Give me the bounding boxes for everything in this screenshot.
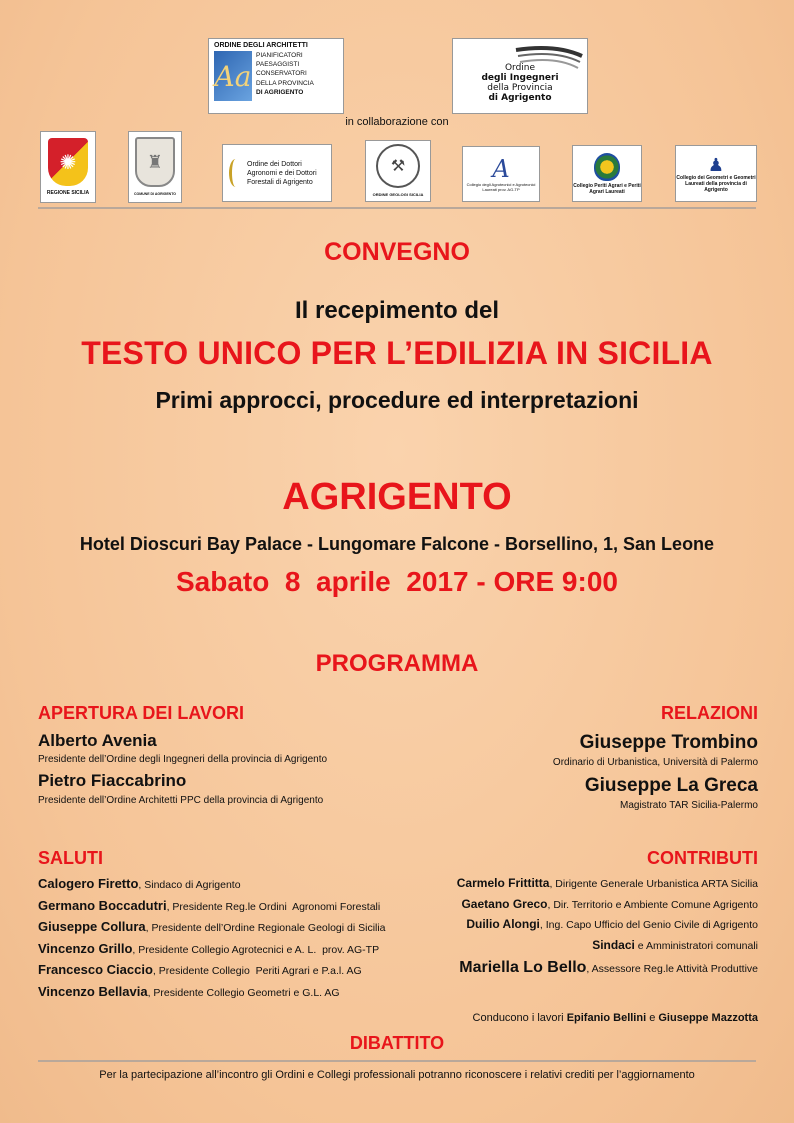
- intro-text: Il recepimento del: [294, 297, 500, 324]
- castle-crest-icon: ♜: [135, 137, 175, 187]
- relazioni-name: Giuseppe La Greca: [584, 775, 758, 796]
- collab-text: in collaborazione con: [345, 116, 449, 128]
- logo-label: Collegio degli Agrotecnici e Agrotecnici Laureati prov. AG-TP: [466, 182, 536, 192]
- saluti-role: , Presidente Collegio Periti Agrari e P.a.l. AG: [152, 965, 362, 977]
- saluti-role: , Sindaco di Agrigento: [138, 879, 241, 891]
- bottom-divider: [38, 1060, 756, 1062]
- architetti-logo: [208, 38, 344, 114]
- apertura-heading: APERTURA DEI LAVORI: [38, 703, 245, 723]
- moderator-name: Epifanio Bellini: [566, 1012, 647, 1024]
- saluti-name: Calogero Firetto: [38, 876, 139, 891]
- agrotecnici-a-icon: A: [492, 155, 510, 183]
- geologi-seal-icon: ⚒: [376, 144, 420, 188]
- regione-sicilia-logo: [40, 131, 96, 203]
- saluti-name: Francesco Ciaccio: [38, 962, 153, 977]
- agronomi-leaf-icon: [229, 159, 242, 187]
- contributi-item: [457, 895, 758, 916]
- comune-agrigento-logo: [128, 131, 182, 203]
- saluti-heading: SALUTI: [38, 848, 103, 868]
- contributi-name: Gaetano Greco: [461, 896, 548, 911]
- conducono-prefix: Conducono i lavori: [472, 1012, 567, 1024]
- conducono-text: [466, 1000, 758, 1024]
- saluti-item: [38, 960, 386, 982]
- apertura-role: Presidente dell’Ordine degli Ingegneri della provincia di Agrigento: [38, 754, 328, 765]
- ingegneri-line: di Agrigento: [488, 93, 552, 103]
- agronomi-logo: [222, 144, 332, 202]
- logo-label: ORDINE GEOLOGI SICILIA: [372, 192, 424, 197]
- architetti-logo-title: ORDINE DEGLI ARCHITETTI: [214, 42, 308, 49]
- architetti-line: CONSERVATORI: [256, 70, 307, 78]
- architetti-monogram-icon: Aa: [214, 51, 252, 101]
- saluti-role: , Presidente dell’Ordine Regionale Geologi di Sicilia: [145, 922, 386, 934]
- convegno-heading: CONVEGNO: [324, 238, 470, 266]
- logo-label: COMUNE DI AGRIGENTO: [133, 192, 176, 196]
- apertura-name: Alberto Avenia: [38, 731, 157, 750]
- footer-note: Per la partecipazione all’incontro gli Ordini e Collegi professionali potranno riconoscere i relativi crediti per l’aggiornamento: [99, 1069, 695, 1081]
- contributi-name: Mariella Lo Bello: [459, 959, 587, 976]
- geometri-figure-icon: ♟: [707, 154, 725, 175]
- relazioni-name: Giuseppe Trombino: [579, 732, 758, 753]
- geometri-logo: [675, 145, 757, 202]
- contributi-item: [457, 936, 758, 957]
- contributi-name: Sindaci: [592, 937, 635, 952]
- main-title: TESTO UNICO PER L’EDILIZIA IN SICILIA: [81, 335, 713, 371]
- programma-heading: PROGRAMMA: [315, 650, 479, 677]
- saluti-item: [38, 917, 386, 939]
- ingegneri-logo: [452, 38, 588, 114]
- ingegneri-line: degli Ingegneri: [481, 73, 559, 83]
- saluti-role: , Presidente Reg.le Ordini Agronomi Forestali: [166, 900, 381, 913]
- contributi-item: [457, 915, 758, 936]
- saluti-name: Giuseppe Collura: [38, 919, 146, 934]
- relazioni-role: Ordinario di Urbanistica, Università di Palermo: [552, 757, 758, 768]
- saluti-list: [38, 874, 386, 1003]
- moderator-name: Giuseppe Mazzotta: [658, 1012, 758, 1024]
- conducono-mid: e: [646, 1012, 659, 1024]
- logo-label: Collegio dei Geometri e Geometri Laureati della provincia di Agrigento: [676, 174, 756, 193]
- top-divider: [38, 207, 756, 209]
- contributi-item: [457, 874, 758, 895]
- venue-text: Hotel Dioscuri Bay Palace - Lungomare Falcone - Borsellino, 1, San Leone: [79, 534, 715, 554]
- contributi-role: , Ing. Capo Ufficio del Genio Civile di Agrigento: [539, 919, 758, 931]
- saluti-name: Germano Boccadutri: [38, 897, 167, 913]
- contributi-role: , Dir. Territorio e Ambiente Comune Agrigento: [547, 898, 758, 911]
- agrotecnici-logo: [462, 146, 540, 202]
- city-heading: AGRIGENTO: [282, 476, 512, 518]
- logo-label: Ordine dei Dottori Agronomi e dei Dottori Forestali di Agrigento: [247, 160, 317, 186]
- saluti-name: Vincenzo Grillo: [38, 940, 133, 956]
- contributi-role: , Assessore Reg.le Attività Produttive: [586, 963, 758, 975]
- ingegneri-line: Ordine: [504, 63, 536, 73]
- date-text: Sabato 8 aprile 2017 - ORE 9:00: [176, 566, 618, 597]
- apertura-name: Pietro Fiaccabrino: [38, 771, 187, 790]
- periti-agrari-emblem-icon: [594, 153, 620, 181]
- saluti-item: [38, 939, 386, 961]
- logo-label: Collegio Periti Agrari e Periti Agrari Laureati: [573, 182, 641, 195]
- dibattito-heading: DIBATTITO: [349, 1033, 445, 1053]
- relazioni-role: Magistrato TAR Sicilia-Palermo: [619, 800, 758, 811]
- saluti-item: [38, 982, 386, 1004]
- saluti-item: [38, 896, 386, 918]
- architetti-line: PAESAGGISTI: [256, 61, 300, 69]
- contributi-role: , Dirigente Generale Urbanistica ARTA Sicilia: [549, 878, 758, 890]
- relazioni-heading: RELAZIONI: [661, 703, 758, 723]
- saluti-name: Vincenzo Bellavia: [38, 983, 148, 999]
- saluti-role: , Presidente Collegio Agrotecnici e A. L. prov. AG-TP: [132, 943, 380, 956]
- saluti-role: , Presidente Collegio Geometri e G.L. AG: [147, 986, 340, 999]
- trinacria-icon: ✺: [48, 138, 88, 186]
- architetti-line: PIANIFICATORI: [256, 52, 303, 59]
- apertura-role: Presidente dell’Ordine Architetti PPC della provincia di Agrigento: [38, 795, 324, 806]
- contributi-role: e Amministratori comunali: [634, 939, 758, 952]
- contributi-list: [457, 874, 758, 980]
- logo-label: REGIONE SICILIA: [46, 190, 90, 196]
- geologi-logo: [365, 140, 431, 202]
- subtitle: Primi approcci, procedure ed interpretazioni: [155, 387, 639, 413]
- contributi-item: [457, 958, 758, 980]
- ingegneri-line: della Provincia: [487, 83, 553, 93]
- contributi-heading: CONTRIBUTI: [647, 848, 758, 868]
- contributi-name: Duilio Alongi: [466, 917, 540, 931]
- saluti-item: [38, 874, 386, 896]
- contributi-name: Carmelo Frittitta: [456, 876, 550, 890]
- periti-agrari-logo: [572, 145, 642, 202]
- architetti-line: DI AGRIGENTO: [256, 88, 304, 96]
- architetti-line: DELLA PROVINCIA: [256, 79, 314, 87]
